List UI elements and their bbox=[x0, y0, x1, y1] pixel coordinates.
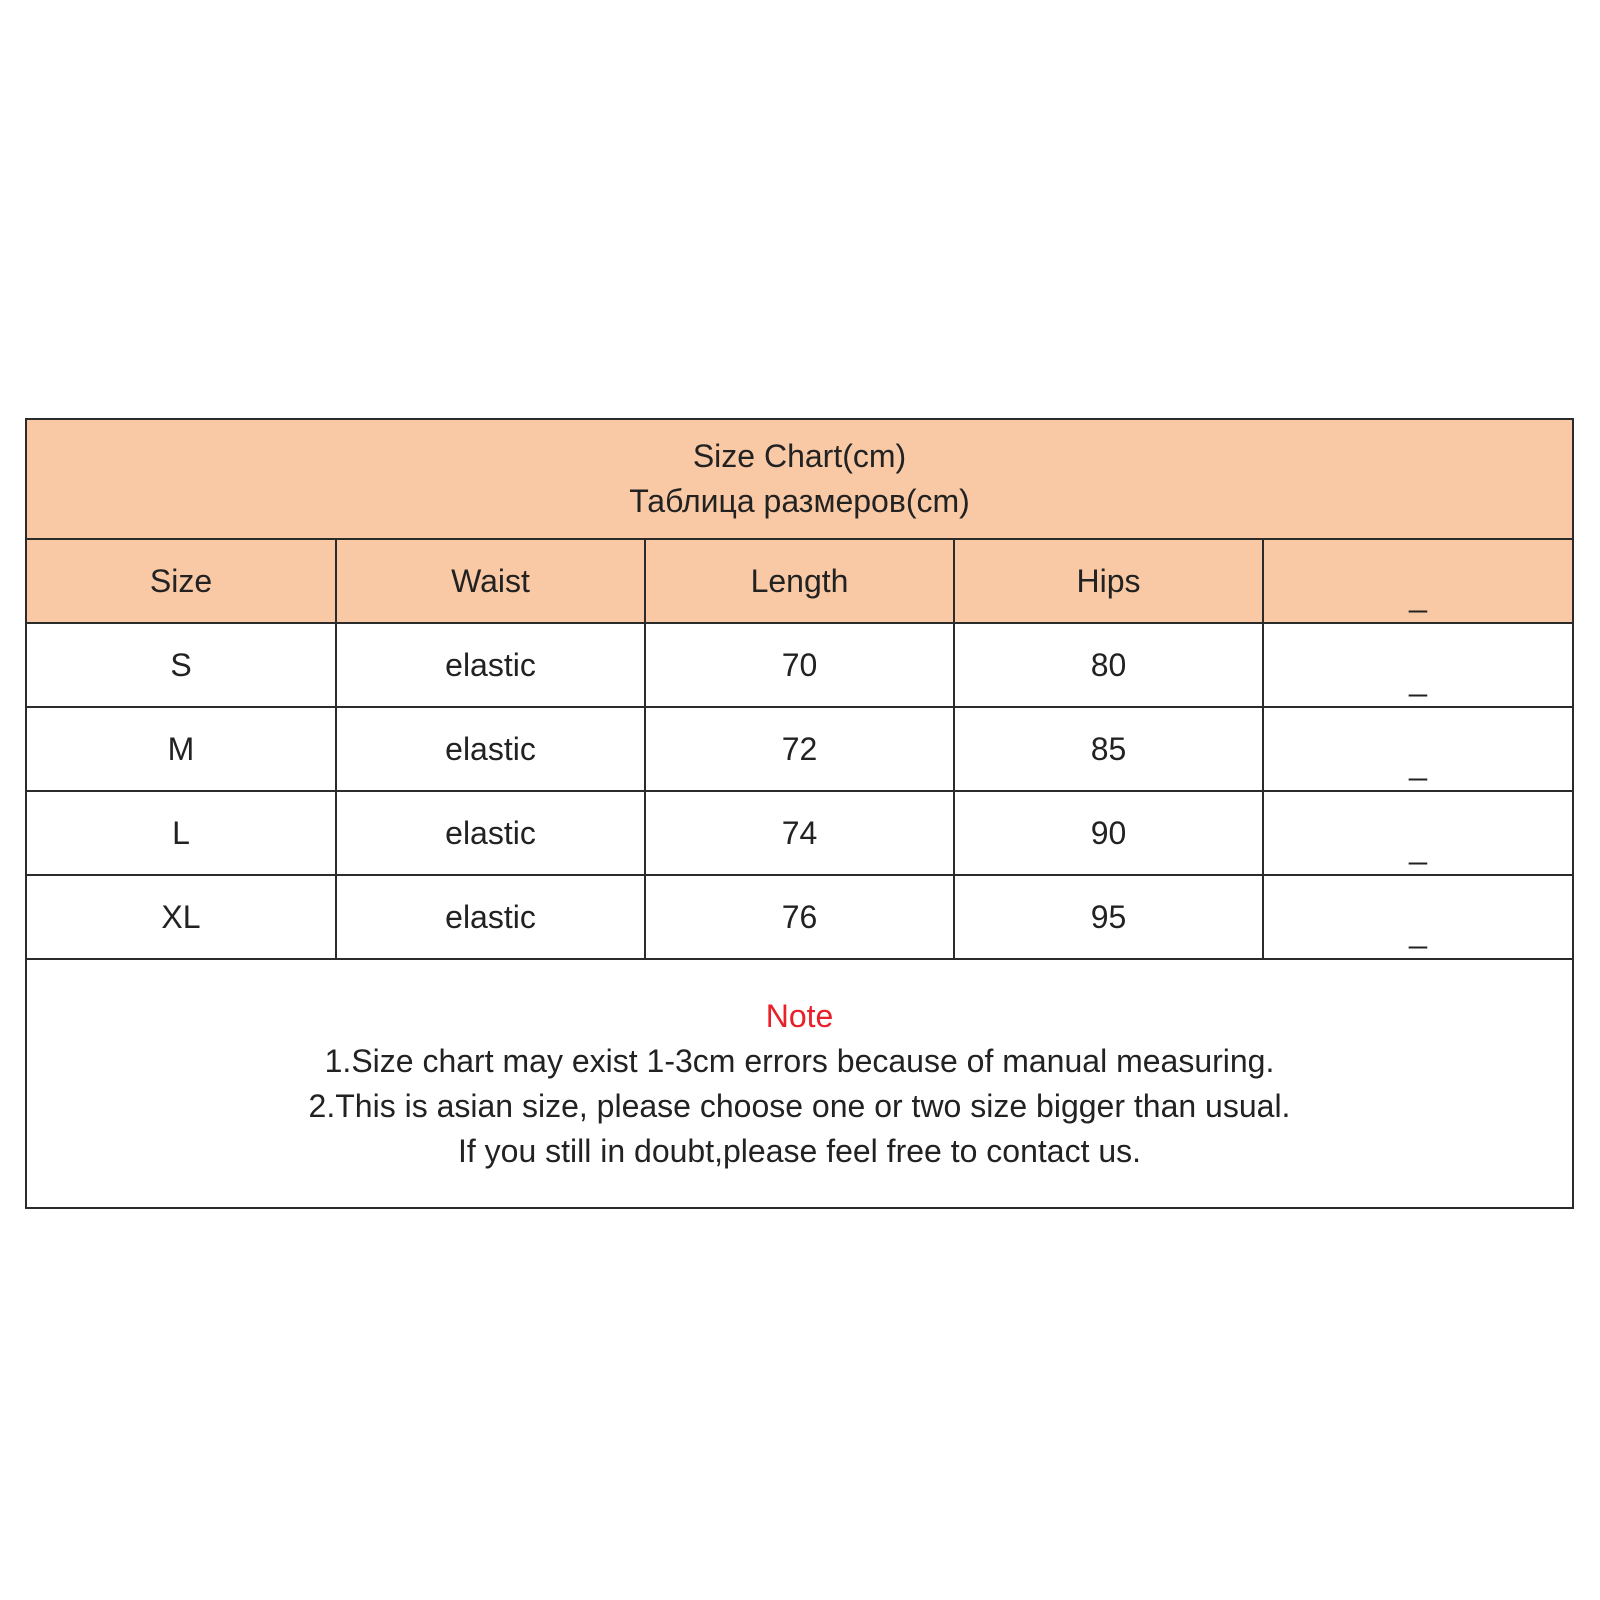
table-row bbox=[27, 791, 1572, 875]
cell-waist: elastic bbox=[336, 623, 645, 707]
header-blank bbox=[1263, 540, 1572, 623]
cell-size: S bbox=[27, 623, 336, 707]
cell-hips: 90 bbox=[954, 791, 1263, 875]
dash-mark: _ bbox=[1409, 744, 1427, 781]
cell-waist: elastic bbox=[336, 707, 645, 791]
header-length: Length bbox=[645, 540, 954, 623]
note-line-1: 1.Size chart may exist 1-3cm errors because of manual measuring. bbox=[324, 1042, 1275, 1079]
table-header-row bbox=[27, 540, 1572, 623]
table-row bbox=[27, 875, 1572, 959]
cell-length: 76 bbox=[645, 875, 954, 959]
cell-blank bbox=[1263, 707, 1572, 791]
note-block bbox=[27, 960, 1572, 1207]
chart-title-russian: Таблица размеров(cm) bbox=[629, 483, 970, 519]
table-row bbox=[27, 707, 1572, 791]
cell-blank bbox=[1263, 791, 1572, 875]
cell-length: 70 bbox=[645, 623, 954, 707]
cell-hips: 95 bbox=[954, 875, 1263, 959]
cell-size: L bbox=[27, 791, 336, 875]
cell-blank bbox=[1263, 623, 1572, 707]
cell-size: M bbox=[27, 707, 336, 791]
dash-mark: _ bbox=[1409, 828, 1427, 865]
cell-waist: elastic bbox=[336, 875, 645, 959]
cell-hips: 80 bbox=[954, 623, 1263, 707]
chart-title: Size Chart(cm) bbox=[692, 438, 907, 474]
cell-length: 72 bbox=[645, 707, 954, 791]
header-waist: Waist bbox=[336, 540, 645, 623]
table-row bbox=[27, 623, 1572, 707]
size-table bbox=[27, 540, 1572, 960]
cell-blank bbox=[1263, 875, 1572, 959]
note-line-2: 2.This is asian size, please choose one or two size bigger than usual. bbox=[308, 1087, 1291, 1124]
chart-title-block bbox=[27, 420, 1572, 540]
header-size: Size bbox=[27, 540, 336, 623]
cell-size: XL bbox=[27, 875, 336, 959]
dash-mark: _ bbox=[1409, 576, 1427, 613]
cell-length: 74 bbox=[645, 791, 954, 875]
dash-mark: _ bbox=[1409, 912, 1427, 949]
size-chart bbox=[25, 418, 1574, 1209]
note-line-3: If you still in doubt,please feel free to contact us. bbox=[457, 1132, 1142, 1169]
dash-mark: _ bbox=[1409, 660, 1427, 697]
header-hips: Hips bbox=[954, 540, 1263, 623]
cell-hips: 85 bbox=[954, 707, 1263, 791]
cell-waist: elastic bbox=[336, 791, 645, 875]
note-title: Note bbox=[765, 997, 834, 1034]
